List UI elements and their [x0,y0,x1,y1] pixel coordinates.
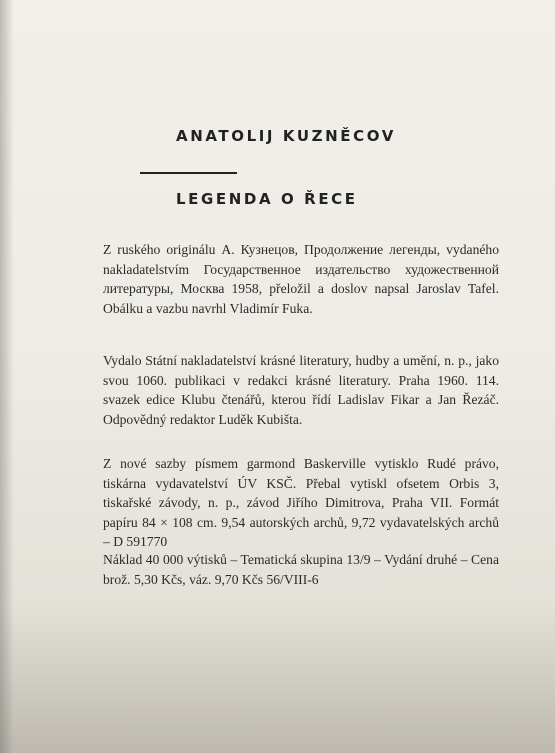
printing-note: Z nové sazby písmem garmond Baskerville vytisklo Rudé právo, tiskárna vydavatelství ÚV KSČ. Přebal vytiskl ofsetem Orbis 3, tiskařské závody, n. p., závod Jiřího Dimitrova, Praha VII. Formát papíru 84 × 108 cm. 9,54 autorských archů, 9,72 vydavatelských archů – D 591770 [103,456,499,550]
publisher-note: Vydalo Státní nakladatelství krásné literatury, hudby a umění, n. p., jako svou 1060. publikaci v redakci krásné literatury. Praha 1960. 114. svazek edice Klubu čtenářů, kterou řídí Ladislav Fikar a Jan Řezáč. Odpovědný redaktor Luděk Kubišta. [103,353,499,427]
translation-note: Z ruského originálu А. Кузнецов, Продолжение легенды, vydaného nakladatelstvím Государственное издательство художественной литературы, Москва 1958, přeložil a doslov napsal Jaroslav Tafel. Obálku a vazbu navrhl Vladimír Fuka. [103,242,499,316]
author-name: ANATOLIJ KUZNĚCOV [176,127,396,145]
edition-note: Náklad 40 000 výtisků – Tematická skupina 13/9 – Vydání druhé – Cena brož. 5,30 Kčs, váz. 9,70 Kčs 56/VIII-6 [103,552,499,587]
divider-rule [140,172,237,174]
spine-shadow [0,0,14,753]
book-title: LEGENDA O ŘECE [176,190,358,208]
